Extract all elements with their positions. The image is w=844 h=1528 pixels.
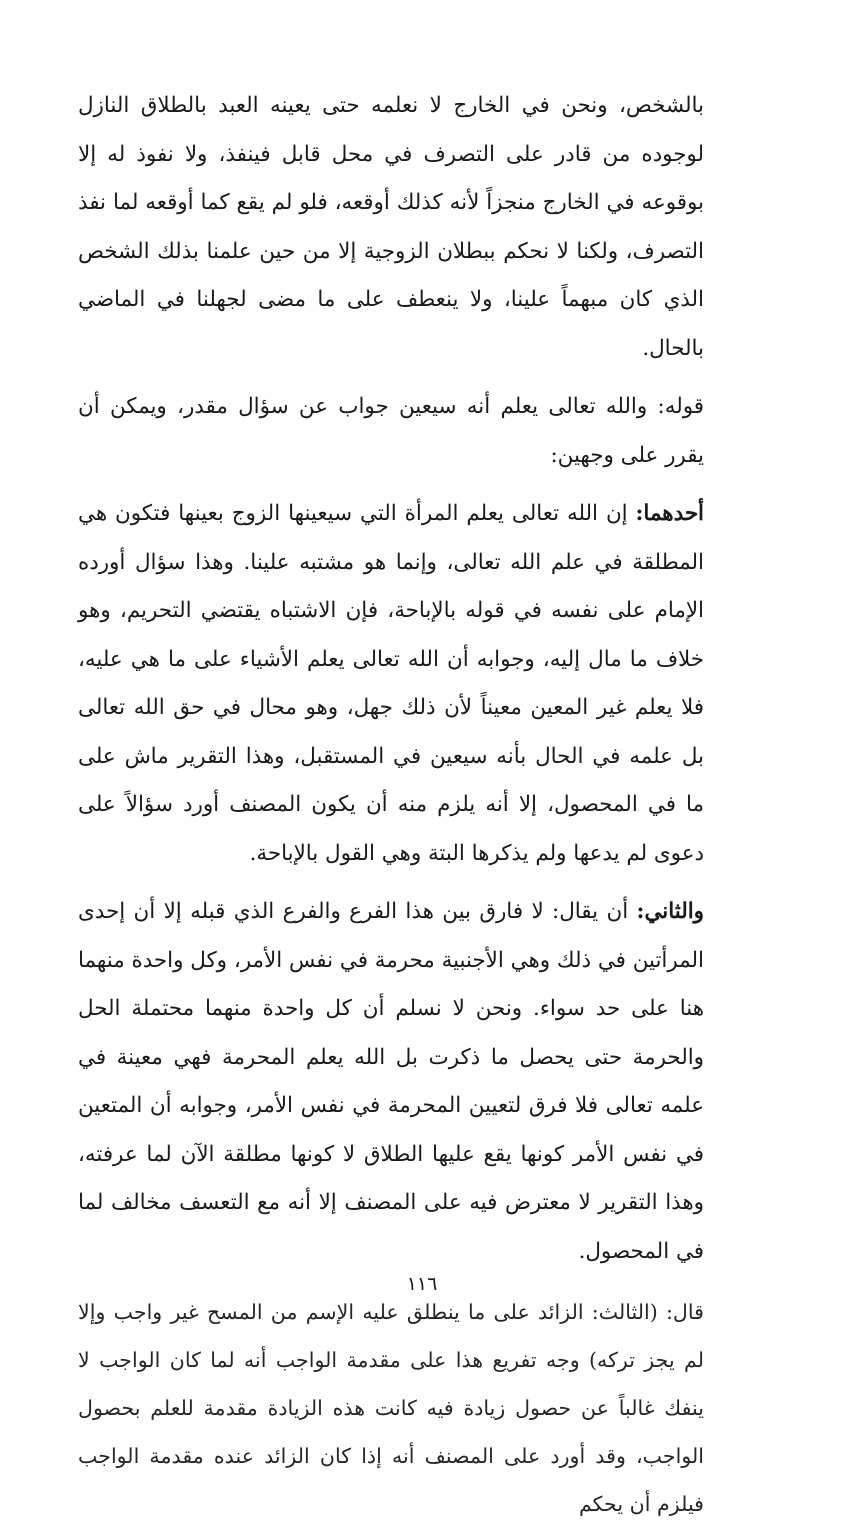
paragraph-3 <box>78 490 704 878</box>
page-number: ١١٦ <box>406 1273 438 1295</box>
paragraph-1: بالشخص، ونحن في الخارج لا نعلمه حتى يعينه العبد بالطلاق النازل لوجوده من قادر على التصرف في محل قابل فينفذ، ولا نفوذ له إلا بوقوعه في الخارج منجزاً لأنه كذلك أوقعه، فلو لم يقع كما أوقعه لما نفذ التصرف، ولكنا لا نحكم ببطلان الزوجية إلا من حين علمنا بذلك الشخص الذي كان مبهماً علينا، ولا ينعطف على ما مضى لجهلنا في الماضي بالحال. <box>78 93 704 361</box>
paragraph-4-lead: والثاني: <box>636 899 704 924</box>
paragraph-4-text: أن يقال: لا فارق بين هذا الفرع والفرع الذي قبله إلا أن إحدى المرأتين في ذلك وهي الأجنبية محرمة في نفس الأمر، وكل واحدة منهما هنا على حد سواء. ونحن لا نسلم أن كل واحدة منهما محتملة الحل والحرمة حتى يحصل ما ذكرت بل الله يعلم المحرمة فهي معينة في علمه تعالى فلا فرق لتعيين المحرمة في نفس الأمر، وجوابه أن المتعين في نفس الأمر كونها يقع عليها الطلاق لا كونها مطلقة الآن لما عرفته، وهذا التقرير لا معترض فيه على المصنف إلا أنه مع التعسف مخالف لما في المحصول. <box>78 899 704 1264</box>
paragraph-5: قال: (الثالث: الزائد على ما ينطلق عليه الإسم من المسح غير واجب وإلا لم يجز تركه) وجه تفريع هذا على مقدمة الواجب أنه لما كان الواجب لا ينفك غالباً عن حصول زيادة فيه كانت هذه الزيادة مقدمة للعلم بحصول الواجب، وقد أورد على المصنف أنه إذا كان الزائد عنده مقدمة الواجب فيلزم أن يحكم <box>78 1300 704 1516</box>
paragraph-3-text: إن الله تعالى يعلم المرأة التي سيعينها الزوج بعينها فتكون هي المطلقة في علم الله تعالى، وإنما هو مشتبه علينا. وهذا سؤال أورده الإمام على نفسه في قوله بالإباحة، فإن الاشتباه يقتضي التحريم، وهو خلاف ما مال إليه، وجوابه أن الله تعالى يعلم الأشياء على ما هي عليه، فلا يعلم غير المعين معيناً لأن ذلك جهل، وهو محال في حق الله تعالى بل علمه في الحال بأنه سيعين في المستقبل، وهذا التقرير ماش على ما في المحصول، إلا أنه يلزم منه أن يكون المصنف أورد سؤالاً على دعوى لم يدعها ولم يذكرها البتة وهي القول بالإباحة. <box>78 501 704 866</box>
paragraph-4 <box>78 888 704 1276</box>
paragraph-3-lead: أحدهما: <box>635 501 704 526</box>
page-body <box>78 82 704 1528</box>
paragraph-2: قوله: والله تعالى يعلم أنه سيعين جواب عن سؤال مقدر، ويمكن أن يقرر على وجهين: <box>78 394 704 468</box>
